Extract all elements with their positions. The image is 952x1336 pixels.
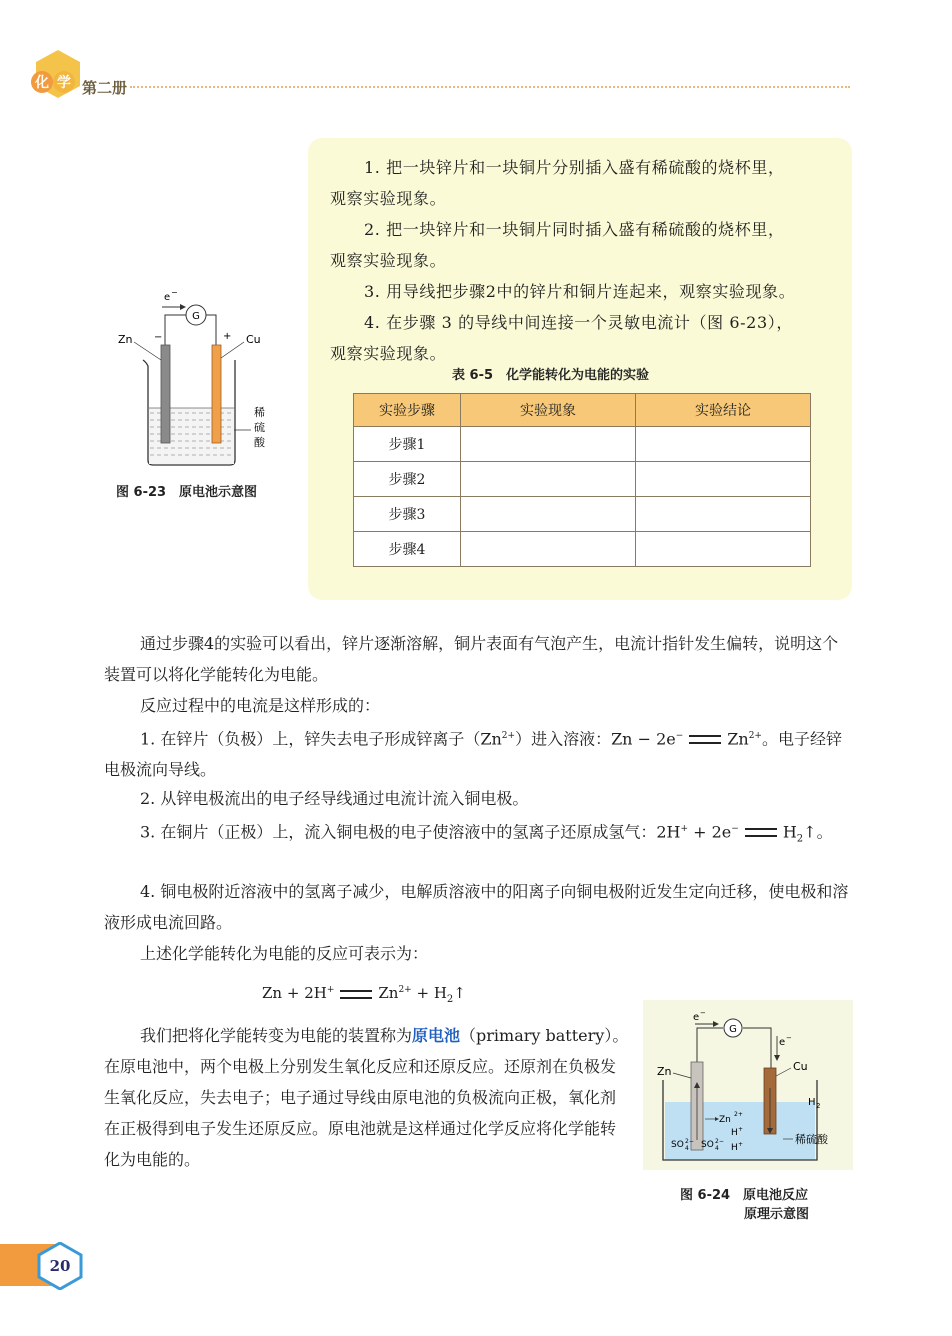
paragraph-step-ions: 4. 铜电极附近溶液中的氢离子减少，电解质溶液中的阳离子向铜电极附近发生定向迁移，使电极和溶液形成电流回路。 bbox=[104, 882, 849, 932]
table-header-cell: 实验现象 bbox=[461, 394, 636, 427]
svg-text:G: G bbox=[729, 1024, 737, 1035]
table-cell: 步骤1 bbox=[354, 427, 461, 462]
experiment-table bbox=[353, 393, 811, 567]
svg-text:硫: 硫 bbox=[254, 421, 265, 434]
table-cell: 步骤2 bbox=[354, 462, 461, 497]
table-row bbox=[354, 497, 811, 532]
paragraph-step-zn: 1. 在锌片（负极）上，锌失去电子形成锌离子$(Zn^{2+})$进入溶液：Zn − 2e− $Zn^{2+}$。电子经锌电极流向导线。 bbox=[104, 729, 842, 780]
svg-text:+: + bbox=[738, 1141, 744, 1148]
svg-text:−: − bbox=[154, 332, 163, 343]
figure-623-caption: 图 6-23 原电池示意图 bbox=[116, 485, 258, 500]
table-cell: 步骤4 bbox=[354, 532, 461, 567]
svg-text:H: H bbox=[731, 1128, 738, 1138]
book-volume: 第二册 bbox=[82, 79, 128, 97]
svg-text:Zn: Zn bbox=[657, 1065, 672, 1078]
activity-step-3: 3. 用导线把步骤2中的锌片和铜片连起来，观察实验现象。 bbox=[364, 282, 796, 301]
svg-text:4: 4 bbox=[685, 1145, 689, 1152]
table-header-cell: 实验步骤 bbox=[354, 394, 461, 427]
svg-text:−: − bbox=[171, 290, 178, 297]
table-header-row bbox=[354, 394, 811, 427]
table-cell: 步骤3 bbox=[354, 497, 461, 532]
svg-text:酸: 酸 bbox=[254, 436, 265, 449]
svg-text:H: H bbox=[731, 1143, 738, 1153]
svg-text:Zn: Zn bbox=[719, 1115, 731, 1125]
activity-step-2: 2. 把一块锌片和一块铜片同时插入盛有稀硫酸的烧杯里， 观察实验现象。 bbox=[330, 220, 785, 270]
activity-step-1: 1. 把一块锌片和一块铜片分别插入盛有稀硫酸的烧杯里， 观察实验现象。 bbox=[330, 158, 785, 208]
paragraph-step-wire: 2. 从锌电极流出的电子经导线通过电流计流入铜电极。 bbox=[140, 789, 529, 808]
paragraph-observation: 通过步骤4的实验可以看出，锌片逐渐溶解，铜片表面有气泡产生，电流计指针发生偏转，说明这个装置可以将化学能转化为电能。 bbox=[104, 634, 839, 684]
arrow-right-icon bbox=[180, 304, 186, 310]
table-row bbox=[354, 532, 811, 567]
figure-624-caption-line1: 图 6-24 原电池反应 bbox=[680, 1188, 809, 1203]
galvanic-cell-principle-diagram bbox=[643, 1000, 853, 1170]
svg-text:2: 2 bbox=[816, 1102, 821, 1110]
page-number: 20 bbox=[49, 1257, 71, 1275]
svg-text:Cu: Cu bbox=[793, 1060, 808, 1073]
svg-text:2−: 2− bbox=[715, 1138, 724, 1145]
overall-equation: Zn + 2H+ $Zn^{2+}$ + $H_2↑$ bbox=[262, 984, 466, 1005]
galvanic-cell-diagram bbox=[108, 290, 298, 475]
zinc-electrode bbox=[161, 345, 170, 443]
paragraph-step-cu: 3. 在铜片（正极）上，流入铜电极的电子使溶液中的氢离子还原成氢气：2H+ + 2e− $H_2↑$。 bbox=[140, 822, 833, 845]
paragraph-current-intro: 反应过程中的电流是这样形成的： bbox=[140, 696, 381, 715]
equals-sign bbox=[689, 735, 721, 744]
copper-electrode bbox=[212, 345, 221, 443]
figure-624-caption-line2: 原理示意图 bbox=[744, 1207, 810, 1222]
svg-text:SO: SO bbox=[671, 1140, 684, 1150]
svg-text:+: + bbox=[223, 331, 232, 342]
equals-sign bbox=[745, 828, 777, 837]
paragraph-definition: 我们把将化学能转变为电能的装置称为原电池（primary battery）。在原电池中，两个电极上分别发生氧化反应和还原反应。还原剂在负极发生氧化反应，失去电子；电子通过导线由原电池的负极流向正极，氧化剂在正极得到电子发生还原反应。原电池就是这样通过化学反应将化学能转化为电能的。 bbox=[104, 1026, 629, 1169]
table-header-cell: 实验结论 bbox=[636, 394, 811, 427]
galvanometer-label: G bbox=[192, 311, 200, 322]
zn-label: Zn bbox=[118, 333, 133, 346]
table-row bbox=[354, 427, 811, 462]
table-caption: 表 6-5 化学能转化为电能的实验 bbox=[452, 368, 650, 383]
svg-text:H: H bbox=[808, 1097, 816, 1108]
svg-text:e: e bbox=[693, 1012, 700, 1023]
subject-char-2: 学 bbox=[57, 75, 71, 91]
electron-label: e bbox=[164, 292, 171, 303]
cu-label: Cu bbox=[246, 333, 261, 346]
svg-text:2+: 2+ bbox=[734, 1111, 743, 1118]
header-rule bbox=[130, 86, 850, 88]
svg-text:4: 4 bbox=[715, 1145, 719, 1152]
svg-text:2−: 2− bbox=[685, 1138, 694, 1145]
svg-text:e: e bbox=[779, 1037, 786, 1048]
svg-text:稀硫酸: 稀硫酸 bbox=[795, 1133, 828, 1146]
acid-label: 稀 bbox=[254, 406, 265, 419]
svg-text:+: + bbox=[738, 1126, 744, 1133]
subject-badge bbox=[28, 48, 88, 108]
table-row bbox=[354, 462, 811, 497]
activity-step-4: 4. 在步骤 3 的导线中间连接一个灵敏电流计（图 6-23）， 观察实验现象。 bbox=[330, 313, 793, 363]
svg-text:−: − bbox=[786, 1034, 792, 1042]
subject-char-1: 化 bbox=[35, 75, 49, 91]
svg-text:−: − bbox=[700, 1009, 706, 1017]
term-primary-battery: 原电池 bbox=[412, 1026, 461, 1045]
paragraph-equation-intro: 上述化学能转化为电能的反应可表示为： bbox=[140, 944, 429, 963]
equals-sign bbox=[340, 990, 372, 999]
svg-text:SO: SO bbox=[701, 1140, 714, 1150]
